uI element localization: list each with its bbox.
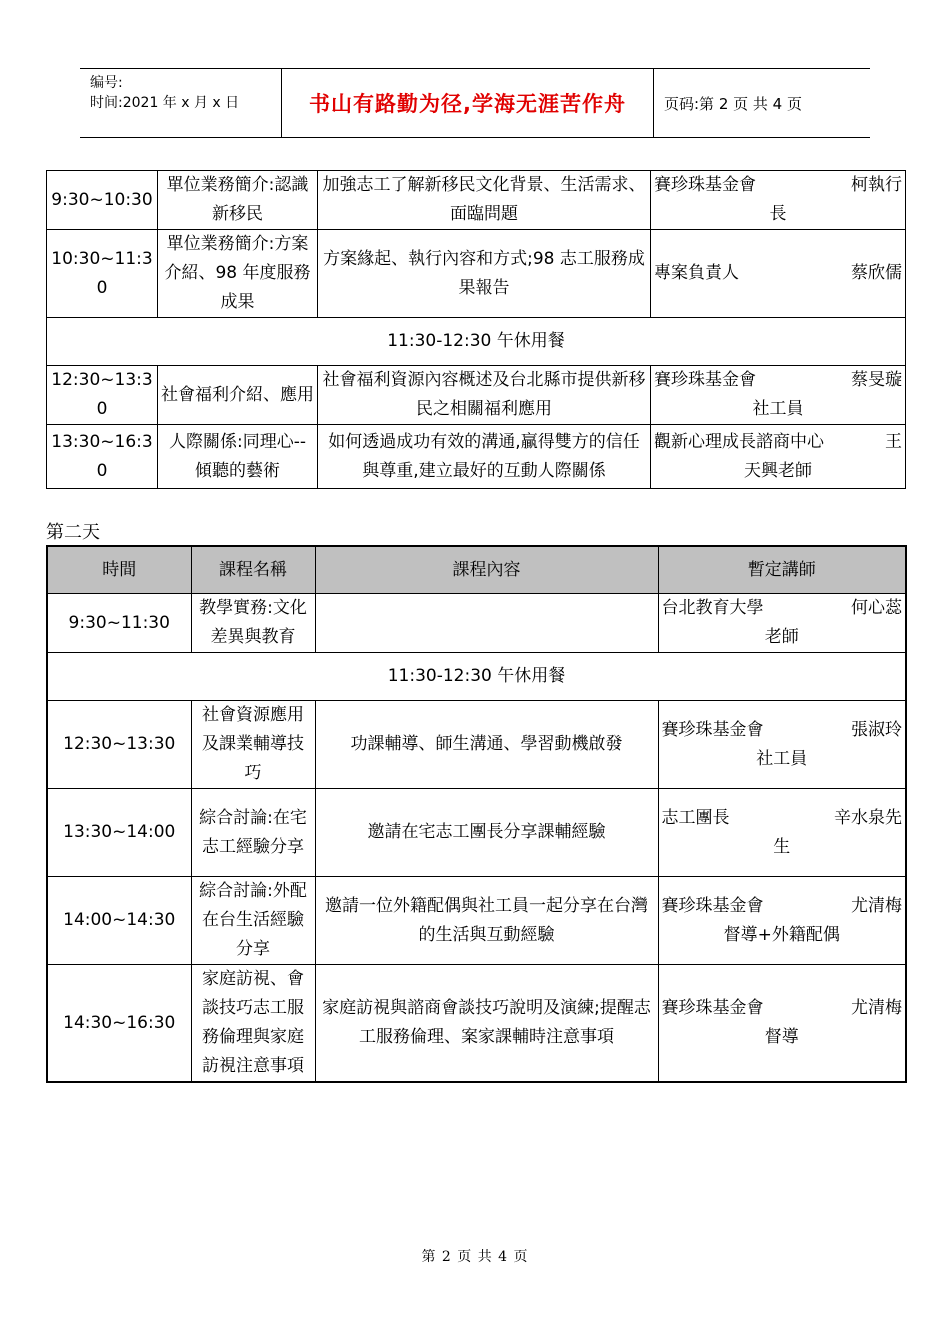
instructor [658, 594, 906, 653]
page-header [80, 68, 870, 138]
header-motto: 书山有路勤为径,学海无涯苦作舟 [282, 69, 654, 137]
instructor [651, 230, 906, 318]
number-label: 编号: [90, 75, 123, 91]
instructor-org: 觀新心理成長諮商中心 [654, 431, 824, 452]
course-name: 社會資源應用及課業輔導技巧 [191, 701, 315, 789]
session-time: 12:30~13:30 [47, 366, 158, 425]
table-row [47, 230, 906, 318]
table-header-row [47, 546, 906, 594]
instructor-name: 何心蕊 [851, 598, 902, 618]
course-name: 單位業務簡介:方案介紹、98 年度服務成果 [158, 230, 318, 318]
header-time: 時間 [47, 546, 191, 594]
session-time: 9:30~11:30 [47, 594, 191, 653]
instructor-title: 督導+外籍配偶 [723, 924, 840, 945]
instructor-title: 督導 [764, 1027, 799, 1047]
course-content: 邀請在宅志工團長分享課輔經驗 [315, 789, 658, 877]
instructor [651, 425, 906, 489]
table-row [47, 701, 906, 789]
schedule-table-day2 [46, 545, 907, 1083]
header-course-content: 課程內容 [315, 546, 658, 594]
instructor-org: 賽珍珠基金會 [654, 175, 756, 195]
instructor-name: 辛水泉先 [834, 807, 902, 828]
day2-heading: 第二天 [46, 522, 100, 543]
lunch-row [47, 653, 906, 701]
table-row [47, 965, 906, 1083]
course-name: 社會福利介紹、應用 [158, 366, 318, 425]
instructor-org: 賽珍珠基金會 [661, 895, 764, 916]
header-meta [80, 69, 282, 137]
instructor-org: 志工團長 [661, 807, 730, 828]
instructor [658, 965, 906, 1083]
course-content: 邀請一位外籍配偶與社工員一起分享在台灣的生活與互動經驗 [315, 877, 658, 965]
course-content: 功課輔導、師生溝通、學習動機啟發 [315, 701, 658, 789]
schedule-table-day1 [46, 170, 906, 489]
course-name: 家庭訪視、會談技巧志工服務倫理與家庭訪視注意事項 [191, 965, 315, 1083]
table-row [47, 877, 906, 965]
instructor-title: 社工員 [752, 399, 804, 419]
course-content: 社會福利資源內容概述及台北縣市提供新移民之相關福利應用 [318, 366, 651, 425]
page-footer: 第 2 页 共 4 页 [421, 1249, 529, 1265]
instructor-org: 台北教育大學 [661, 598, 764, 618]
session-time: 12:30~13:30 [47, 701, 191, 789]
session-time: 10:30~11:30 [47, 230, 158, 318]
instructor [651, 171, 906, 230]
table-row [47, 425, 906, 489]
instructor-name: 尤清梅 [851, 998, 902, 1018]
course-name: 人際關係:同理心--傾聽的藝術 [158, 425, 318, 489]
header-instructor: 暫定講師 [658, 546, 906, 594]
instructor-title: 老師 [764, 627, 799, 647]
instructor [658, 789, 906, 877]
course-name: 單位業務簡介:認識新移民 [158, 171, 318, 230]
instructor-org: 賽珍珠基金會 [661, 998, 764, 1018]
table-row [47, 366, 906, 425]
instructor-org: 專案負責人 [654, 263, 739, 283]
lunch-break: 11:30-12:30 午休用餐 [47, 653, 906, 701]
instructor-org: 賽珍珠基金會 [654, 370, 756, 390]
instructor-title: 社工員 [756, 748, 808, 769]
instructor [658, 701, 906, 789]
instructor-name: 蔡旻璇 [851, 370, 902, 390]
instructor-title: 天興老師 [744, 460, 812, 481]
session-time: 9:30~10:30 [47, 171, 158, 230]
course-content: 加強志工了解新移民文化背景、生活需求、面臨問題 [318, 171, 651, 230]
header-course-name: 課程名稱 [191, 546, 315, 594]
instructor-title: 生 [773, 836, 791, 857]
lunch-row [47, 318, 906, 366]
course-name: 教學實務:文化差異與教育 [191, 594, 315, 653]
instructor [651, 366, 906, 425]
course-content: 家庭訪視與諮商會談技巧說明及演練;提醒志工服務倫理、案家課輔時注意事項 [315, 965, 658, 1083]
instructor-name: 蔡欣儒 [851, 263, 902, 283]
course-name: 綜合討論:在宅志工經驗分享 [191, 789, 315, 877]
table-row [47, 789, 906, 877]
course-name: 綜合討論:外配在台生活經驗分享 [191, 877, 315, 965]
course-content [315, 594, 658, 653]
instructor [658, 877, 906, 965]
course-content: 方案緣起、執行內容和方式;98 志工服務成果報告 [318, 230, 651, 318]
course-content: 如何透過成功有效的溝通,贏得雙方的信任與尊重,建立最好的互動人際關係 [318, 425, 651, 489]
lunch-break: 11:30-12:30 午休用餐 [47, 318, 906, 366]
table-row [47, 594, 906, 653]
instructor-name: 王 [885, 431, 902, 452]
session-time: 13:30~16:30 [47, 425, 158, 489]
table-row [47, 171, 906, 230]
instructor-name: 尤清梅 [851, 895, 902, 916]
time-label: 时间:2021 年 x 月 x 日 [90, 95, 240, 111]
instructor-name: 柯執行 [851, 175, 902, 195]
instructor-org: 賽珍珠基金會 [661, 719, 764, 740]
session-time: 13:30~14:00 [47, 789, 191, 877]
session-time: 14:30~16:30 [47, 965, 191, 1083]
session-time: 14:00~14:30 [47, 877, 191, 965]
instructor-title: 長 [769, 204, 787, 224]
header-page-info: 页码:第 2 页 共 4 页 [664, 94, 802, 113]
instructor-name: 張淑玲 [851, 719, 902, 740]
